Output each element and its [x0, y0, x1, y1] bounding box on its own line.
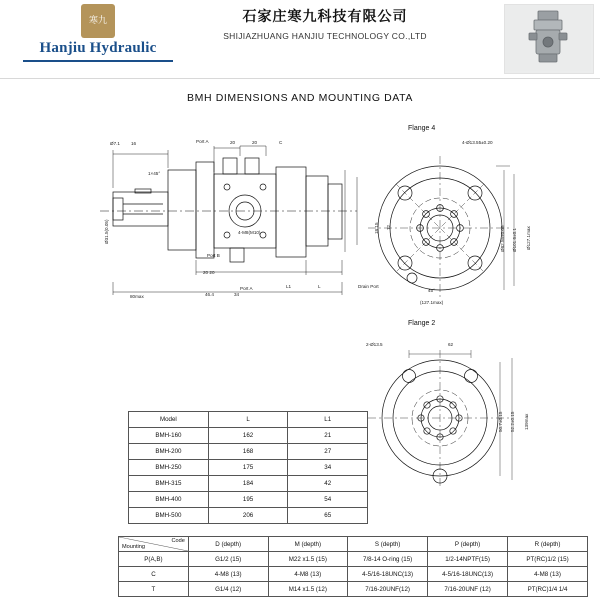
- label-c: C: [279, 140, 283, 145]
- th-d: D (depth): [188, 537, 268, 552]
- cell-r: 4-M8 (13): [508, 567, 588, 582]
- flange2-width-62: 62: [448, 342, 454, 347]
- th-l: L: [208, 412, 288, 428]
- cell-s: 7/8-14 O-ring (15): [348, 552, 428, 567]
- company-logo: [8, 4, 188, 62]
- flange4-bcd: Ø82.55±0.05: [500, 225, 505, 252]
- th-code-mounting: [119, 537, 189, 552]
- cell-l: 175: [208, 460, 288, 476]
- company-name-en: SHIJIAZHUANG HANJIU TECHNOLOGY CO.,LTD: [223, 31, 427, 41]
- label-port-a-bottom: Port A: [240, 286, 253, 291]
- cell-r: PT(RC)1/4 1/4: [508, 582, 588, 597]
- cell-l1: 65: [288, 508, 368, 524]
- label-chamfer: 1×45°: [148, 171, 161, 176]
- label-port-b: Port B: [207, 253, 220, 258]
- table-row: [129, 444, 368, 460]
- cell-s: 7/16-20UNF(12): [348, 582, 428, 597]
- label-l: L: [318, 284, 321, 289]
- th-model: Model: [129, 412, 209, 428]
- flange4-drawing: [360, 140, 520, 320]
- flange4-pitch: (127.1max): [420, 300, 444, 305]
- flange2-hole-note: 2-Ø13.5: [366, 342, 383, 347]
- cell-l: 168: [208, 444, 288, 460]
- label-20-a: 20: [230, 140, 236, 145]
- cell-d: 4-M8 (13): [188, 567, 268, 582]
- cell-p: 1/2-14NPTF(15): [428, 552, 508, 567]
- label-80max: 80max: [130, 294, 144, 299]
- cell-p: 7/16-20UNF (12): [428, 582, 508, 597]
- cell-m: M22 x1.5 (15): [268, 552, 348, 567]
- flange4-drain-port: Drain Port: [358, 284, 379, 289]
- cell-l: 162: [208, 428, 288, 444]
- company-name-cn: 石家庄寒九科技有限公司: [242, 9, 408, 25]
- th-l1: L1: [288, 412, 368, 428]
- table-row: [129, 492, 368, 508]
- flange2-caption: Flange 2: [408, 320, 436, 327]
- logo-text: Hanjiu Hydraulic: [39, 40, 157, 56]
- label-l1: L1: [286, 284, 292, 289]
- label-72: 72: [386, 224, 391, 230]
- cell-l1: 34: [288, 460, 368, 476]
- cell-l1: 21: [288, 428, 368, 444]
- product-photo: [504, 4, 594, 74]
- cell-row-label: P(A,B): [119, 552, 189, 567]
- cell-model: BMH-250: [129, 460, 209, 476]
- cell-l1: 27: [288, 444, 368, 460]
- th-p: P (depth): [428, 537, 508, 552]
- cell-l: 184: [208, 476, 288, 492]
- flange4-dim-101: Ø101.6±0.1: [512, 228, 517, 252]
- flange4-dim-127: Ø127.1max: [526, 226, 531, 250]
- flange2-dim-52-2: 52.2±0.15: [510, 411, 515, 432]
- mounting-code-table: [118, 536, 588, 597]
- table-row: [119, 567, 588, 582]
- company-title: [190, 6, 460, 41]
- label-shaft-dia: Ø31.5(0.05): [104, 219, 109, 244]
- table-row: [129, 428, 368, 444]
- flange4-caption: Flange 4: [408, 125, 436, 132]
- label-code: Code: [171, 538, 185, 544]
- table-header-row: [129, 412, 368, 428]
- page-header: [0, 0, 600, 79]
- cell-model: BMH-500: [129, 508, 209, 524]
- drawing-title: BMH DIMENSIONS AND MOUNTING DATA: [187, 92, 413, 104]
- table-row: [119, 552, 588, 567]
- table-row: [129, 508, 368, 524]
- label-46-4: 46.4: [205, 292, 214, 297]
- cell-model: BMH-160: [129, 428, 209, 444]
- flange2-dim-50-8: 50.7±0.15: [498, 411, 503, 432]
- th-r: R (depth): [508, 537, 588, 552]
- cell-model: BMH-200: [129, 444, 209, 460]
- table-row: [129, 476, 368, 492]
- logo-underline: [23, 60, 173, 62]
- cell-l1: 42: [288, 476, 368, 492]
- flange4-angle: 45°: [428, 288, 435, 293]
- cell-l: 206: [208, 508, 288, 524]
- table-row: [119, 582, 588, 597]
- cell-d: G1/4 (12): [188, 582, 268, 597]
- cell-p: 4-5/16-18UNC(13): [428, 567, 508, 582]
- table-row: [129, 460, 368, 476]
- cell-d: G1/2 (15): [188, 552, 268, 567]
- label-34: 34: [234, 292, 240, 297]
- label-4-m8: 4-M8(M10): [238, 230, 261, 235]
- cell-s: 4-5/16-18UNC(13): [348, 567, 428, 582]
- cell-model: BMH-400: [129, 492, 209, 508]
- label-16: 16: [131, 141, 137, 146]
- flange2-drawing: [360, 336, 520, 506]
- cell-l1: 54: [288, 492, 368, 508]
- cell-l: 195: [208, 492, 288, 508]
- label-18-15: 18 15: [374, 222, 379, 234]
- flange2-dim-139: 139max: [524, 413, 529, 430]
- cell-r: PT(RC)1/2 (15): [508, 552, 588, 567]
- label-20-20: 20 20: [203, 270, 215, 275]
- th-s: S (depth): [348, 537, 428, 552]
- cell-m: M14 x1.5 (12): [268, 582, 348, 597]
- label-port-a-top: Port A: [196, 139, 209, 144]
- cell-row-label: T: [119, 582, 189, 597]
- th-m: M (depth): [268, 537, 348, 552]
- flange4-hole-note: 4-Ø13.55±0.20: [462, 140, 493, 145]
- label-20-b: 20: [252, 140, 258, 145]
- cell-row-label: C: [119, 567, 189, 582]
- cell-m: 4-M8 (13): [268, 567, 348, 582]
- label-dia-7-1: Ø7.1: [110, 141, 120, 146]
- logo-badge-icon: 寒九: [81, 4, 115, 38]
- label-mounting: Mounting: [122, 544, 146, 550]
- model-dimension-table: [128, 411, 368, 524]
- table-header-row: [119, 537, 588, 552]
- cell-model: BMH-315: [129, 476, 209, 492]
